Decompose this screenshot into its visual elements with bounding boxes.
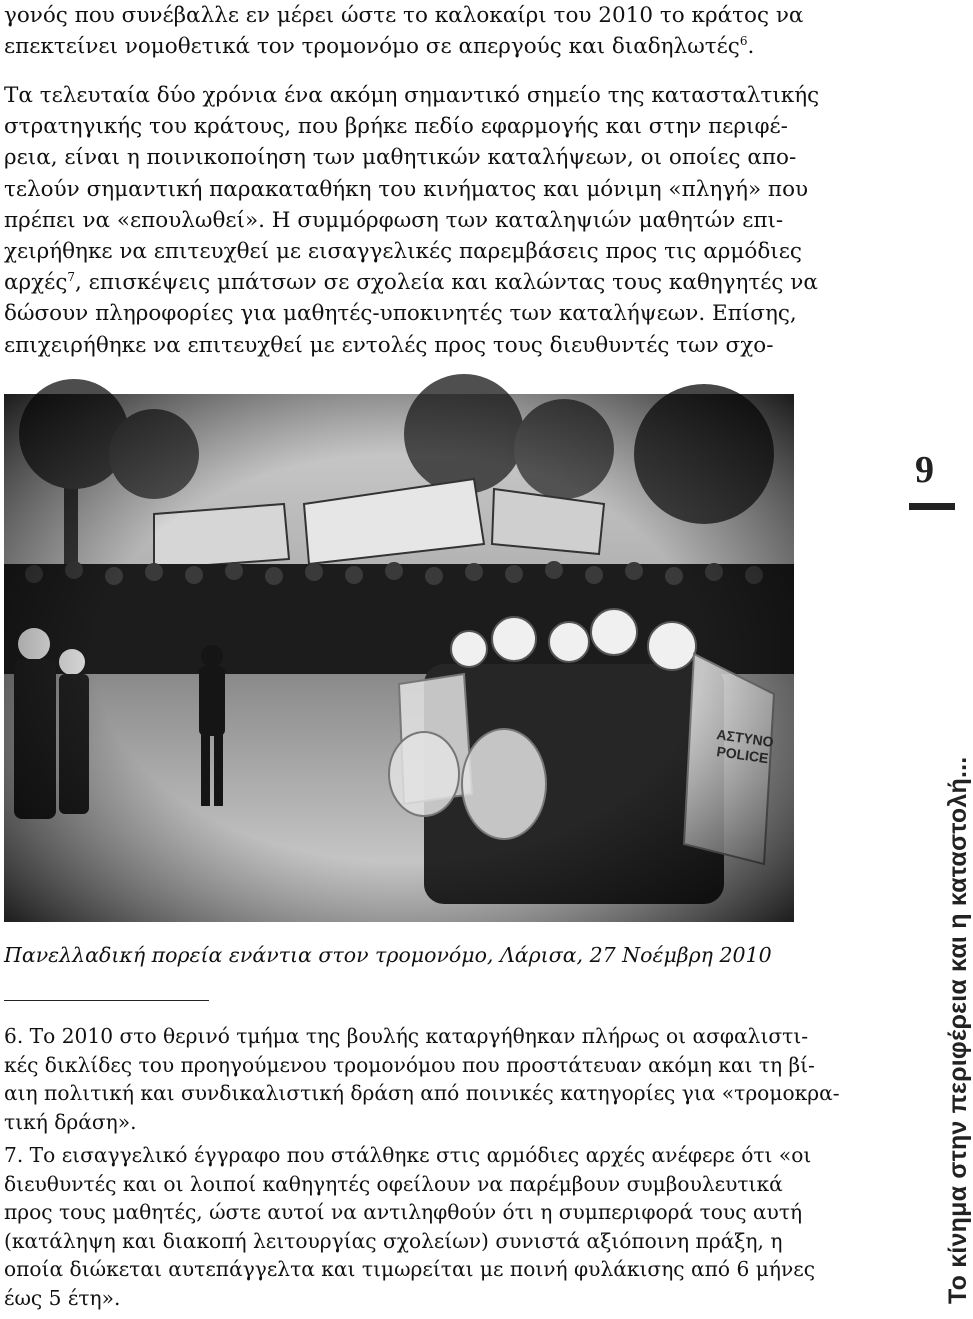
photo-caption: Πανελλαδική πορεία ενάντια στον τρομονόμο, Λάρισα, 27 Νοέμβρη 2010 (4, 943, 772, 967)
footnote-line: (κατάληψη και διακοπή λειτουργίας σχολείων) συνιστά αξιόποινη πράξη, η (4, 1228, 783, 1253)
text-line: ρεια, είναι η ποινικοποίηση των μαθητικών καταλήψεων, οι οποίες απο- (4, 145, 797, 171)
protest-photo-drawing (4, 394, 794, 922)
footnote-line: διευθυντές και οι λοιποί καθηγητές οφείλουν να παρέμβουν συμβουλευτικά (4, 1171, 783, 1196)
footnote-line: οποία διώκεται αυτεπάγγελτα και τιμωρείται με ποινή φυλάκισης από 6 μήνες (4, 1257, 815, 1282)
text-line: γονός που συνέβαλλε εν μέρει ώστε το καλοκαίρι του 2010 το κράτος να (4, 3, 804, 28)
body-paragraph-1 (4, 0, 804, 62)
footnote-7 (4, 1141, 815, 1313)
text-line-content: αρχές (4, 270, 68, 296)
running-head: Το κίνημα στην περιφέρεια και η καταστολή... (944, 756, 972, 1304)
text-line: επιχειρήθηκε να επιτευχθεί με εντολές προς τους διευθυντές των σχο- (4, 332, 774, 358)
footnote-line: 7. Το εισαγγελικό έγγραφο που στάλθηκε στις αρμόδιες αρχές ανέφερε ότι «οι (4, 1143, 812, 1167)
text-line: Τα τελευταία δύο χρόνια ένα ακόμη σημαντικό σημείο της κατασταλτικής (4, 83, 820, 108)
footnote-reference[interactable]: 7 (67, 270, 76, 285)
footnote-reference[interactable]: 6 (739, 34, 748, 49)
footnote-separator (4, 1000, 209, 1001)
text-line: πρέπει να «επουλωθεί». Η συμμόρφωση των καταληψιών μαθητών επι- (4, 207, 784, 233)
text-line: τελούν σημαντική παρακαταθήκη του κινήματος και μόνιμη «πληγή» που (4, 176, 809, 202)
footnote-line: αιη πολιτική και συνδικαλιστική δράση από ποινικές κατηγορίες για «τρομοκρα- (4, 1081, 840, 1106)
footnote-6 (4, 1022, 840, 1136)
page-number: 9 (915, 449, 934, 491)
footnote-line: 6. Το 2010 στο θερινό τμήμα της βουλής καταργήθηκαν πλήρως οι ασφαλιστι- (4, 1024, 809, 1048)
text-line: στρατηγικής του κράτους, που βρήκε πεδίο εφαρμογής και στην περιφέ- (4, 114, 788, 140)
punctuation: . (747, 34, 755, 60)
protest-photo (4, 394, 794, 922)
text-line: δώσουν πληροφορίες για μαθητές-υποκινητές των καταλήψεων. Επίσης, (4, 301, 797, 327)
page-number-rule (909, 503, 955, 510)
footnote-line: προς τους μαθητές, ώστε αυτοί να αντιληφθούν ότι η συμπεριφορά τους αυτή (4, 1200, 803, 1225)
text-line (4, 31, 798, 62)
footnote-line: κές δικλίδες του προηγούμενου τρομονόμου που προστάτευαν ακόμη και τη βί- (4, 1052, 815, 1077)
footnote-line: τική δράση». (4, 1109, 137, 1134)
text-line: χειρήθηκε να επιτευχθεί με εισαγγελικές παρεμβάσεις προς τις αρμόδιες (4, 239, 802, 265)
text-line-content: , επισκέψεις μπάτσων σε σχολεία και καλώντας τους καθηγητές να (75, 270, 818, 296)
text-line-content: επεκτείνει νομοθετικά τον τρομονόμο σε απεργούς και διαδηλωτές (4, 34, 740, 60)
body-paragraph-2 (4, 80, 820, 361)
text-line (4, 267, 818, 298)
footnote-line: έως 5 έτη». (4, 1285, 121, 1310)
